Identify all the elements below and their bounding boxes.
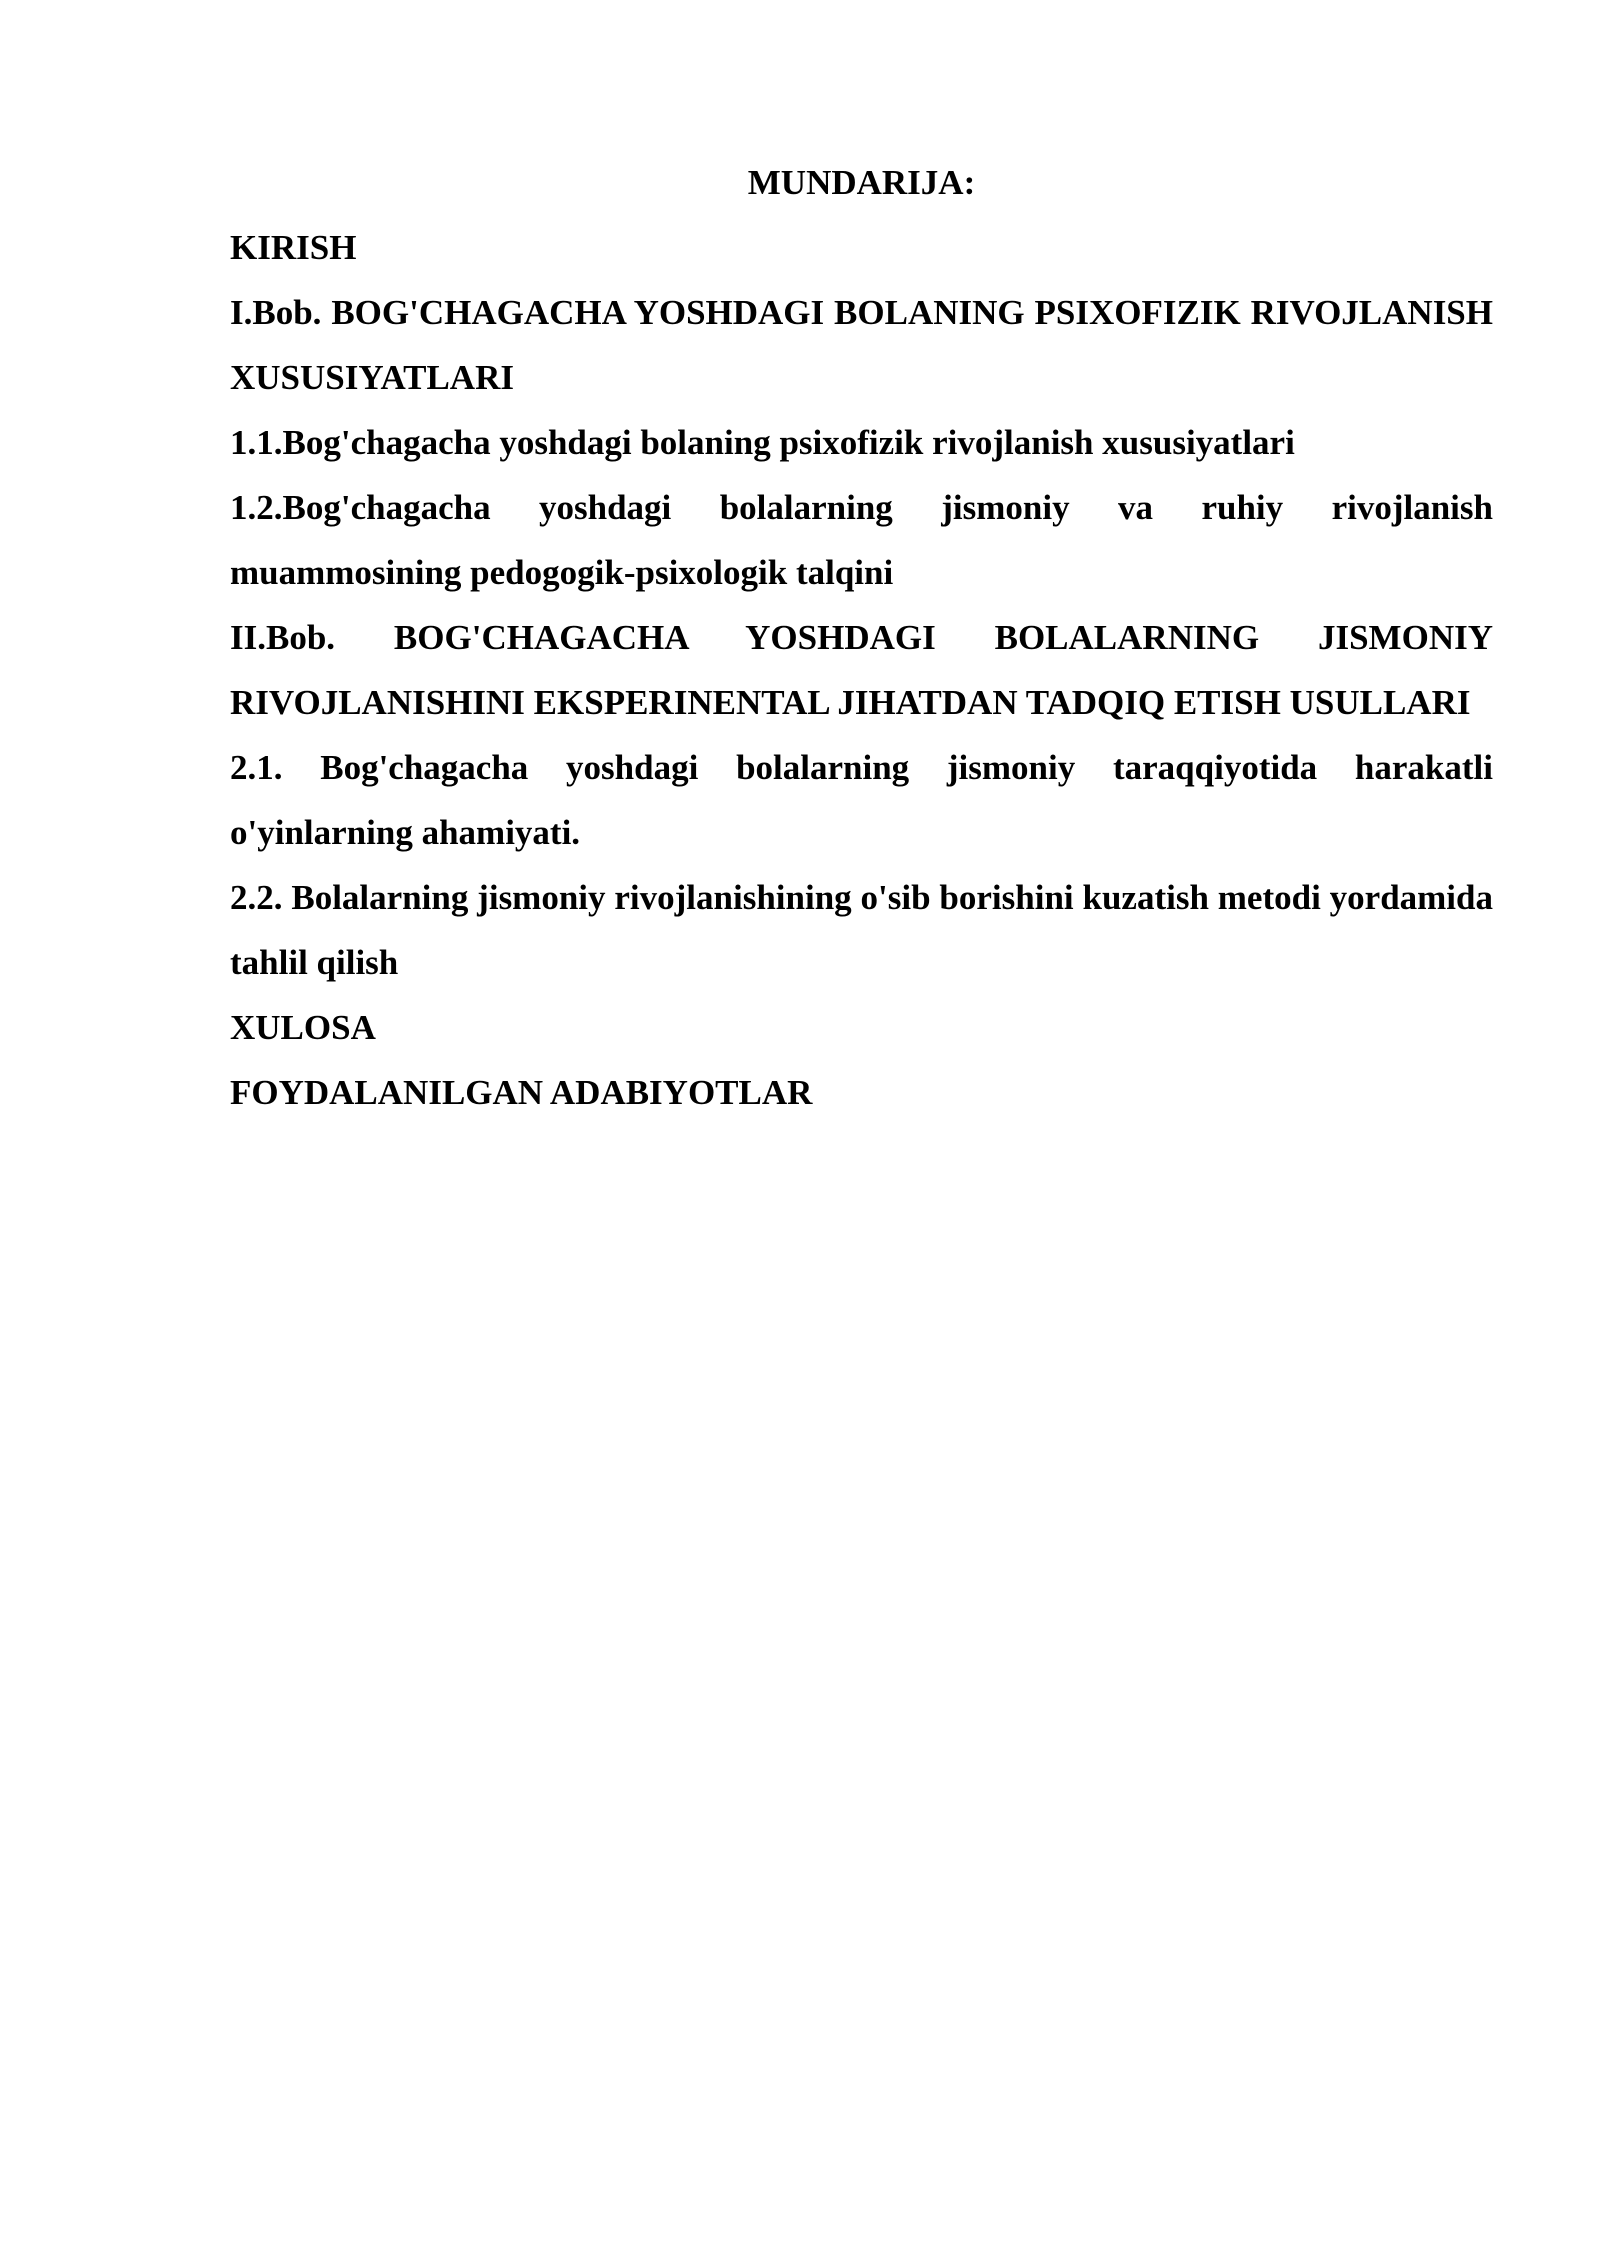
toc-entry-references: FOYDALANILGAN ADABIYOTLAR — [230, 1073, 813, 1112]
toc-entry-chapter-1: I.Bob. BOG'CHAGACHA YOSHDAGI BOLANING PSIXOFIZIK RIVOJLANISH XUSUSIYATLARI — [230, 293, 1493, 397]
toc-entry-section-1-1: 1.1.Bog'chagacha yoshdagi bolaning psixofizik rivojlanish xususiyatlari — [230, 423, 1295, 462]
toc-entry-section-2-2: 2.2. Bolalarning jismoniy rivojlanishining o'sib borishini kuzatish metodi yordamida tahlil qilish — [230, 878, 1493, 982]
toc-entry-section-2-1: 2.1. Bog'chagacha yoshdagi bolalarning jismoniy taraqqiyotida harakatli o'yinlarning ahamiyati. — [230, 748, 1493, 852]
toc-entry-introduction: KIRISH — [230, 228, 357, 267]
toc-entry-chapter-2: II.Bob. BOG'CHAGACHA YOSHDAGI BOLALARNING JISMONIY RIVOJLANISHINI EKSPERINENTAL JIHATDAN TADQIQ ETISH USULLARI — [230, 618, 1493, 722]
toc-entry-section-1-2: 1.2.Bog'chagacha yoshdagi bolalarning jismoniy va ruhiy rivojlanish muammosining pedogogik-psixologik talqini — [230, 488, 1493, 592]
table-of-contents — [230, 150, 1493, 1125]
toc-title: MUNDARIJA: — [747, 163, 976, 202]
toc-entry-conclusion: XULOSA — [230, 1008, 376, 1047]
